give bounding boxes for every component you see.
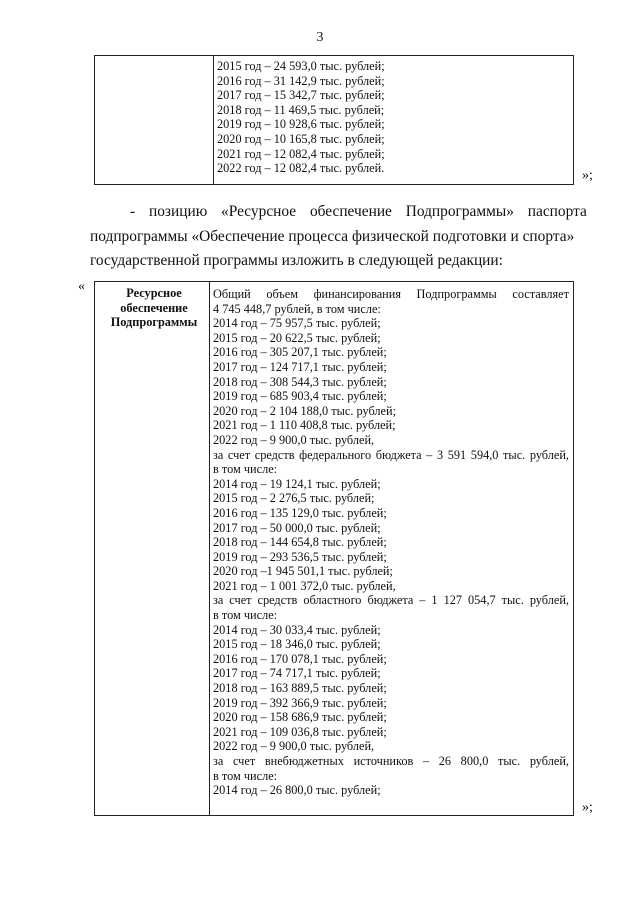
- text-line: 2022 год – 12 082,4 тыс. рублей.: [217, 161, 385, 176]
- text-line: 2015 год – 18 346,0 тыс. рублей;: [213, 637, 381, 652]
- table-main-divider: [209, 281, 210, 816]
- text-line: 2017 год – 15 342,7 тыс. рублей;: [217, 88, 385, 103]
- text-line: в том числе:: [213, 608, 278, 623]
- text-line: за счет средств областного бюджета – 1 127 054,7 тыс. рублей,: [213, 593, 569, 608]
- resource-label: [104, 286, 204, 330]
- text-line: 2022 год – 9 900,0 тыс. рублей,: [213, 739, 375, 754]
- text-line: 4 745 448,7 рублей, в том числе:: [213, 301, 381, 316]
- text-line: 2015 год – 24 593,0 тыс. рублей;: [217, 59, 385, 73]
- text-line: за счет средств федерального бюджета – 3 591 594,0 тыс. рублей,: [213, 447, 569, 462]
- text-line: 2016 год – 305 207,1 тыс. рублей;: [213, 345, 387, 360]
- text-line: в том числе:: [213, 768, 278, 783]
- text-line: 2020 год – 158 686,9 тыс. рублей;: [213, 710, 387, 725]
- text-line: 2021 год – 12 082,4 тыс. рублей;: [217, 146, 385, 161]
- text-line: в том числе:: [213, 462, 278, 477]
- text-line: 2014 год – 26 800,0 тыс. рублей;: [213, 783, 381, 798]
- text-line: 2020 год –1 945 501,1 тыс. рублей;: [213, 564, 393, 579]
- text-line: 2014 год – 30 033,4 тыс. рублей;: [213, 622, 381, 637]
- close-quote-main: »;: [582, 800, 593, 815]
- text-line: 2019 год – 685 903,4 тыс. рублей;: [213, 389, 387, 404]
- text-line: 2015 год – 2 276,5 тыс. рублей;: [213, 491, 375, 506]
- text-line: 2014 год – 75 957,5 тыс. рублей;: [213, 316, 381, 331]
- close-quote-top: »;: [582, 168, 593, 183]
- text-line: 2020 год – 2 104 188,0 тыс. рублей;: [213, 403, 396, 418]
- text-line: 2020 год – 10 165,8 тыс. рублей;: [217, 131, 385, 146]
- text-line: 2022 год – 9 900,0 тыс. рублей,: [213, 432, 375, 447]
- text-line: 2016 год – 170 078,1 тыс. рублей;: [213, 651, 387, 666]
- text-line: 2015 год – 20 622,5 тыс. рублей;: [213, 330, 381, 345]
- text-line: за счет внебюджетных источников – 26 800,0 тыс. рублей,: [213, 754, 569, 768]
- text-line: 2018 год – 11 469,5 тыс. рублей;: [217, 102, 385, 117]
- label-line-3: Подпрограммы: [110, 315, 198, 330]
- label-line-1: Ресурсное: [126, 286, 182, 300]
- paragraph-line-1: - позицию «Ресурсное обеспечение Подпрограммы» паспорта: [130, 203, 587, 220]
- text-line: 2018 год – 308 544,3 тыс. рублей;: [213, 374, 387, 389]
- table-top-divider: [213, 55, 214, 185]
- text-line: 2021 год – 109 036,8 тыс. рублей;: [213, 724, 387, 739]
- text-line: Общий объем финансирования Подпрограммы составляет: [213, 287, 569, 301]
- text-line: 2016 год – 31 142,9 тыс. рублей;: [217, 73, 385, 88]
- open-quote-main: «: [78, 279, 85, 294]
- text-line: 2016 год – 135 129,0 тыс. рублей;: [213, 505, 387, 520]
- text-line: 2021 год – 1 001 372,0 тыс. рублей,: [213, 578, 396, 593]
- paragraph-line-3: государственной программы изложить в следующей редакции:: [90, 252, 503, 269]
- text-line: 2019 год – 293 536,5 тыс. рублей;: [213, 549, 387, 564]
- table-main-cell: [213, 287, 569, 798]
- paragraph-line-2: подпрограммы «Обеспечение процесса физической подготовки и спорта»: [90, 227, 575, 245]
- text-line: 2018 год – 144 654,8 тыс. рублей;: [213, 535, 387, 550]
- table-top-cell: [217, 59, 567, 176]
- page-number: 3: [316, 30, 324, 45]
- text-line: 2018 год – 163 889,5 тыс. рублей;: [213, 681, 387, 696]
- text-line: 2017 год – 124 717,1 тыс. рублей;: [213, 359, 387, 374]
- text-line: 2021 год – 1 110 408,8 тыс. рублей;: [213, 418, 396, 433]
- body-paragraph: [90, 200, 587, 274]
- text-line: 2019 год – 10 928,6 тыс. рублей;: [217, 117, 385, 132]
- text-line: 2019 год – 392 366,9 тыс. рублей;: [213, 695, 387, 710]
- text-line: 2017 год – 74 717,1 тыс. рублей;: [213, 666, 381, 681]
- text-line: 2017 год – 50 000,0 тыс. рублей;: [213, 520, 381, 535]
- label-line-2: обеспечение: [120, 300, 188, 315]
- text-line: 2014 год – 19 124,1 тыс. рублей;: [213, 476, 381, 491]
